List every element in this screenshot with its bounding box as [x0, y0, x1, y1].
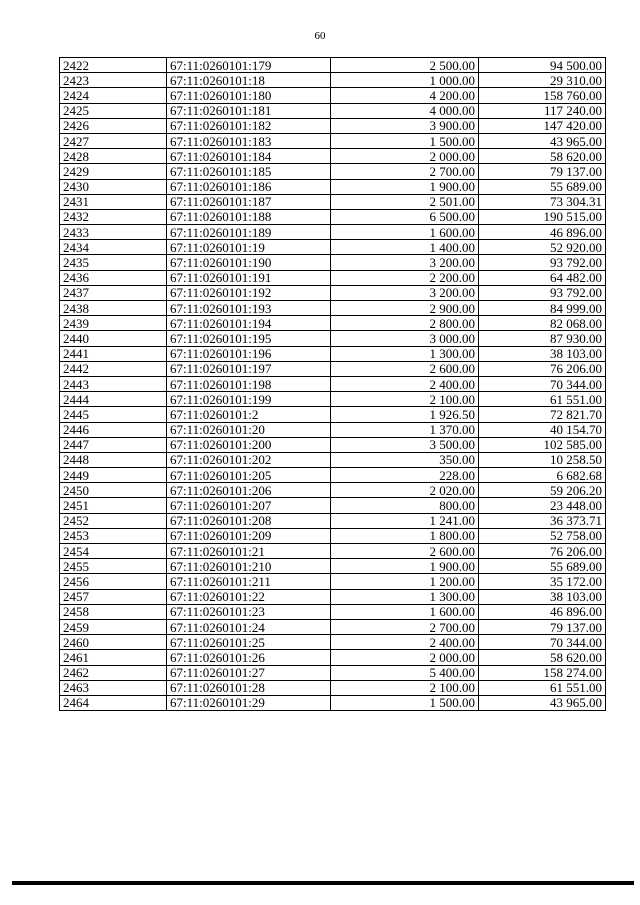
- cadastral-number-cell: 67:11:0260101:194: [167, 316, 331, 331]
- table-row: [60, 255, 606, 270]
- area-cell: 2 600.00: [331, 361, 479, 376]
- value-cell: 79 137.00: [479, 619, 606, 634]
- table-row: [60, 695, 606, 710]
- table-row: [60, 437, 606, 452]
- value-cell: 76 206.00: [479, 544, 606, 559]
- row-number-cell: 2437: [60, 285, 167, 300]
- row-number-cell: 2452: [60, 513, 167, 528]
- row-number-cell: 2442: [60, 361, 167, 376]
- row-number-cell: 2464: [60, 695, 167, 710]
- value-cell: 82 068.00: [479, 316, 606, 331]
- cadastral-number-cell: 67:11:0260101:202: [167, 452, 331, 467]
- area-cell: 1 800.00: [331, 528, 479, 543]
- area-cell: 2 501.00: [331, 194, 479, 209]
- value-cell: 46 896.00: [479, 604, 606, 619]
- table-row: [60, 164, 606, 179]
- value-cell: 61 551.00: [479, 680, 606, 695]
- area-cell: 1 300.00: [331, 346, 479, 361]
- cadastral-number-cell: 67:11:0260101:2: [167, 407, 331, 422]
- area-cell: 5 400.00: [331, 665, 479, 680]
- area-cell: 2 700.00: [331, 164, 479, 179]
- row-number-cell: 2441: [60, 346, 167, 361]
- cadastral-number-cell: 67:11:0260101:197: [167, 361, 331, 376]
- value-cell: 55 689.00: [479, 179, 606, 194]
- table-row: [60, 209, 606, 224]
- area-cell: 1 370.00: [331, 422, 479, 437]
- cadastral-number-cell: 67:11:0260101:183: [167, 133, 331, 148]
- table-row: [60, 103, 606, 118]
- row-number-cell: 2462: [60, 665, 167, 680]
- row-number-cell: 2459: [60, 619, 167, 634]
- table-row: [60, 149, 606, 164]
- area-cell: 4 000.00: [331, 103, 479, 118]
- row-number-cell: 2455: [60, 559, 167, 574]
- value-cell: 93 792.00: [479, 255, 606, 270]
- cadastral-number-cell: 67:11:0260101:200: [167, 437, 331, 452]
- value-cell: 35 172.00: [479, 574, 606, 589]
- area-cell: 3 200.00: [331, 255, 479, 270]
- value-cell: 70 344.00: [479, 376, 606, 391]
- cadastral-number-cell: 67:11:0260101:27: [167, 665, 331, 680]
- area-cell: 2 400.00: [331, 376, 479, 391]
- area-cell: 800.00: [331, 498, 479, 513]
- table-row: [60, 225, 606, 240]
- row-number-cell: 2461: [60, 650, 167, 665]
- value-cell: 29 310.00: [479, 73, 606, 88]
- table-row: [60, 559, 606, 574]
- table-row: [60, 316, 606, 331]
- area-cell: 1 500.00: [331, 133, 479, 148]
- row-number-cell: 2443: [60, 376, 167, 391]
- value-cell: 6 682.68: [479, 468, 606, 483]
- row-number-cell: 2439: [60, 316, 167, 331]
- cadastral-number-cell: 67:11:0260101:20: [167, 422, 331, 437]
- area-cell: 350.00: [331, 452, 479, 467]
- cadastral-number-cell: 67:11:0260101:26: [167, 650, 331, 665]
- value-cell: 46 896.00: [479, 225, 606, 240]
- row-number-cell: 2433: [60, 225, 167, 240]
- cadastral-number-cell: 67:11:0260101:179: [167, 58, 331, 73]
- row-number-cell: 2440: [60, 331, 167, 346]
- table-row: [60, 528, 606, 543]
- cadastral-number-cell: 67:11:0260101:211: [167, 574, 331, 589]
- cadastral-number-cell: 67:11:0260101:22: [167, 589, 331, 604]
- row-number-cell: 2430: [60, 179, 167, 194]
- row-number-cell: 2427: [60, 133, 167, 148]
- value-cell: 158 274.00: [479, 665, 606, 680]
- area-cell: 1 600.00: [331, 225, 479, 240]
- area-cell: 4 200.00: [331, 88, 479, 103]
- table-body: [60, 58, 606, 711]
- cadastral-number-cell: 67:11:0260101:198: [167, 376, 331, 391]
- value-cell: 23 448.00: [479, 498, 606, 513]
- cadastral-number-cell: 67:11:0260101:196: [167, 346, 331, 361]
- area-cell: 3 000.00: [331, 331, 479, 346]
- cadastral-number-cell: 67:11:0260101:187: [167, 194, 331, 209]
- cadastral-number-cell: 67:11:0260101:206: [167, 483, 331, 498]
- row-number-cell: 2434: [60, 240, 167, 255]
- row-number-cell: 2428: [60, 149, 167, 164]
- cadastral-number-cell: 67:11:0260101:185: [167, 164, 331, 179]
- area-cell: 2 100.00: [331, 392, 479, 407]
- table-row: [60, 133, 606, 148]
- area-cell: 1 400.00: [331, 240, 479, 255]
- area-cell: 2 900.00: [331, 301, 479, 316]
- area-cell: 3 200.00: [331, 285, 479, 300]
- table-row: [60, 240, 606, 255]
- area-cell: 2 800.00: [331, 316, 479, 331]
- area-cell: 1 900.00: [331, 559, 479, 574]
- cadastral-number-cell: 67:11:0260101:180: [167, 88, 331, 103]
- area-cell: 3 500.00: [331, 437, 479, 452]
- table-row: [60, 635, 606, 650]
- cadastral-number-cell: 67:11:0260101:186: [167, 179, 331, 194]
- area-cell: 2 000.00: [331, 650, 479, 665]
- area-cell: 2 400.00: [331, 635, 479, 650]
- table-row: [60, 407, 606, 422]
- cadastral-number-cell: 67:11:0260101:21: [167, 544, 331, 559]
- value-cell: 38 103.00: [479, 589, 606, 604]
- value-cell: 55 689.00: [479, 559, 606, 574]
- value-cell: 94 500.00: [479, 58, 606, 73]
- table-row: [60, 361, 606, 376]
- table-row: [60, 452, 606, 467]
- cadastral-number-cell: 67:11:0260101:184: [167, 149, 331, 164]
- area-cell: 2 700.00: [331, 619, 479, 634]
- table-row: [60, 468, 606, 483]
- row-number-cell: 2458: [60, 604, 167, 619]
- cadastral-number-cell: 67:11:0260101:28: [167, 680, 331, 695]
- row-number-cell: 2463: [60, 680, 167, 695]
- value-cell: 158 760.00: [479, 88, 606, 103]
- area-cell: 2 200.00: [331, 270, 479, 285]
- cadastral-number-cell: 67:11:0260101:205: [167, 468, 331, 483]
- table-row: [60, 179, 606, 194]
- value-cell: 70 344.00: [479, 635, 606, 650]
- table-row: [60, 619, 606, 634]
- row-number-cell: 2435: [60, 255, 167, 270]
- table-row: [60, 376, 606, 391]
- row-number-cell: 2453: [60, 528, 167, 543]
- value-cell: 79 137.00: [479, 164, 606, 179]
- area-cell: 1 600.00: [331, 604, 479, 619]
- area-cell: 2 600.00: [331, 544, 479, 559]
- row-number-cell: 2431: [60, 194, 167, 209]
- row-number-cell: 2423: [60, 73, 167, 88]
- table-row: [60, 346, 606, 361]
- cadastral-number-cell: 67:11:0260101:19: [167, 240, 331, 255]
- area-cell: 228.00: [331, 468, 479, 483]
- cadastral-number-cell: 67:11:0260101:195: [167, 331, 331, 346]
- cadastral-number-cell: 67:11:0260101:25: [167, 635, 331, 650]
- row-number-cell: 2444: [60, 392, 167, 407]
- value-cell: 40 154.70: [479, 422, 606, 437]
- value-cell: 84 999.00: [479, 301, 606, 316]
- table-row: [60, 118, 606, 133]
- row-number-cell: 2454: [60, 544, 167, 559]
- row-number-cell: 2438: [60, 301, 167, 316]
- area-cell: 1 900.00: [331, 179, 479, 194]
- area-cell: 2 020.00: [331, 483, 479, 498]
- value-cell: 76 206.00: [479, 361, 606, 376]
- area-cell: 2 100.00: [331, 680, 479, 695]
- value-cell: 38 103.00: [479, 346, 606, 361]
- value-cell: 59 206.20: [479, 483, 606, 498]
- cadastral-number-cell: 67:11:0260101:181: [167, 103, 331, 118]
- row-number-cell: 2449: [60, 468, 167, 483]
- row-number-cell: 2456: [60, 574, 167, 589]
- cadastral-number-cell: 67:11:0260101:191: [167, 270, 331, 285]
- table-row: [60, 589, 606, 604]
- cadastral-number-cell: 67:11:0260101:18: [167, 73, 331, 88]
- bottom-rule: [12, 881, 634, 885]
- table-row: [60, 301, 606, 316]
- value-cell: 43 965.00: [479, 133, 606, 148]
- row-number-cell: 2448: [60, 452, 167, 467]
- row-number-cell: 2429: [60, 164, 167, 179]
- area-cell: 1 926.50: [331, 407, 479, 422]
- area-cell: 1 000.00: [331, 73, 479, 88]
- table-row: [60, 331, 606, 346]
- value-cell: 87 930.00: [479, 331, 606, 346]
- cadastral-number-cell: 67:11:0260101:199: [167, 392, 331, 407]
- area-cell: 6 500.00: [331, 209, 479, 224]
- cadastral-number-cell: 67:11:0260101:188: [167, 209, 331, 224]
- cadastral-number-cell: 67:11:0260101:190: [167, 255, 331, 270]
- value-cell: 58 620.00: [479, 149, 606, 164]
- area-cell: 1 241.00: [331, 513, 479, 528]
- area-cell: 2 500.00: [331, 58, 479, 73]
- table-row: [60, 422, 606, 437]
- cadastral-number-cell: 67:11:0260101:193: [167, 301, 331, 316]
- table-row: [60, 270, 606, 285]
- cadastral-number-cell: 67:11:0260101:208: [167, 513, 331, 528]
- cadastral-number-cell: 67:11:0260101:29: [167, 695, 331, 710]
- value-cell: 93 792.00: [479, 285, 606, 300]
- value-cell: 58 620.00: [479, 650, 606, 665]
- value-cell: 117 240.00: [479, 103, 606, 118]
- value-cell: 10 258.50: [479, 452, 606, 467]
- cadastral-number-cell: 67:11:0260101:192: [167, 285, 331, 300]
- cadastral-number-cell: 67:11:0260101:189: [167, 225, 331, 240]
- row-number-cell: 2460: [60, 635, 167, 650]
- cadastral-number-cell: 67:11:0260101:210: [167, 559, 331, 574]
- table-row: [60, 604, 606, 619]
- table-row: [60, 483, 606, 498]
- row-number-cell: 2447: [60, 437, 167, 452]
- cadastral-number-cell: 67:11:0260101:207: [167, 498, 331, 513]
- value-cell: 102 585.00: [479, 437, 606, 452]
- table-row: [60, 88, 606, 103]
- land-parcel-table: [59, 57, 606, 711]
- row-number-cell: 2450: [60, 483, 167, 498]
- table-row: [60, 392, 606, 407]
- table-row: [60, 513, 606, 528]
- cadastral-number-cell: 67:11:0260101:23: [167, 604, 331, 619]
- row-number-cell: 2424: [60, 88, 167, 103]
- row-number-cell: 2451: [60, 498, 167, 513]
- value-cell: 52 920.00: [479, 240, 606, 255]
- value-cell: 64 482.00: [479, 270, 606, 285]
- area-cell: 1 500.00: [331, 695, 479, 710]
- row-number-cell: 2422: [60, 58, 167, 73]
- table-row: [60, 680, 606, 695]
- table-row: [60, 194, 606, 209]
- value-cell: 147 420.00: [479, 118, 606, 133]
- table-row: [60, 73, 606, 88]
- table-row: [60, 58, 606, 73]
- page-number: 60: [314, 30, 326, 42]
- row-number-cell: 2436: [60, 270, 167, 285]
- value-cell: 72 821.70: [479, 407, 606, 422]
- value-cell: 61 551.00: [479, 392, 606, 407]
- table-row: [60, 285, 606, 300]
- row-number-cell: 2432: [60, 209, 167, 224]
- value-cell: 43 965.00: [479, 695, 606, 710]
- value-cell: 190 515.00: [479, 209, 606, 224]
- table-row: [60, 574, 606, 589]
- row-number-cell: 2425: [60, 103, 167, 118]
- table-row: [60, 544, 606, 559]
- value-cell: 73 304.31: [479, 194, 606, 209]
- area-cell: 1 200.00: [331, 574, 479, 589]
- area-cell: 3 900.00: [331, 118, 479, 133]
- row-number-cell: 2445: [60, 407, 167, 422]
- value-cell: 36 373.71: [479, 513, 606, 528]
- table-row: [60, 650, 606, 665]
- area-cell: 1 300.00: [331, 589, 479, 604]
- row-number-cell: 2446: [60, 422, 167, 437]
- row-number-cell: 2426: [60, 118, 167, 133]
- table-row: [60, 665, 606, 680]
- row-number-cell: 2457: [60, 589, 167, 604]
- value-cell: 52 758.00: [479, 528, 606, 543]
- area-cell: 2 000.00: [331, 149, 479, 164]
- cadastral-number-cell: 67:11:0260101:24: [167, 619, 331, 634]
- cadastral-number-cell: 67:11:0260101:209: [167, 528, 331, 543]
- cadastral-number-cell: 67:11:0260101:182: [167, 118, 331, 133]
- table-row: [60, 498, 606, 513]
